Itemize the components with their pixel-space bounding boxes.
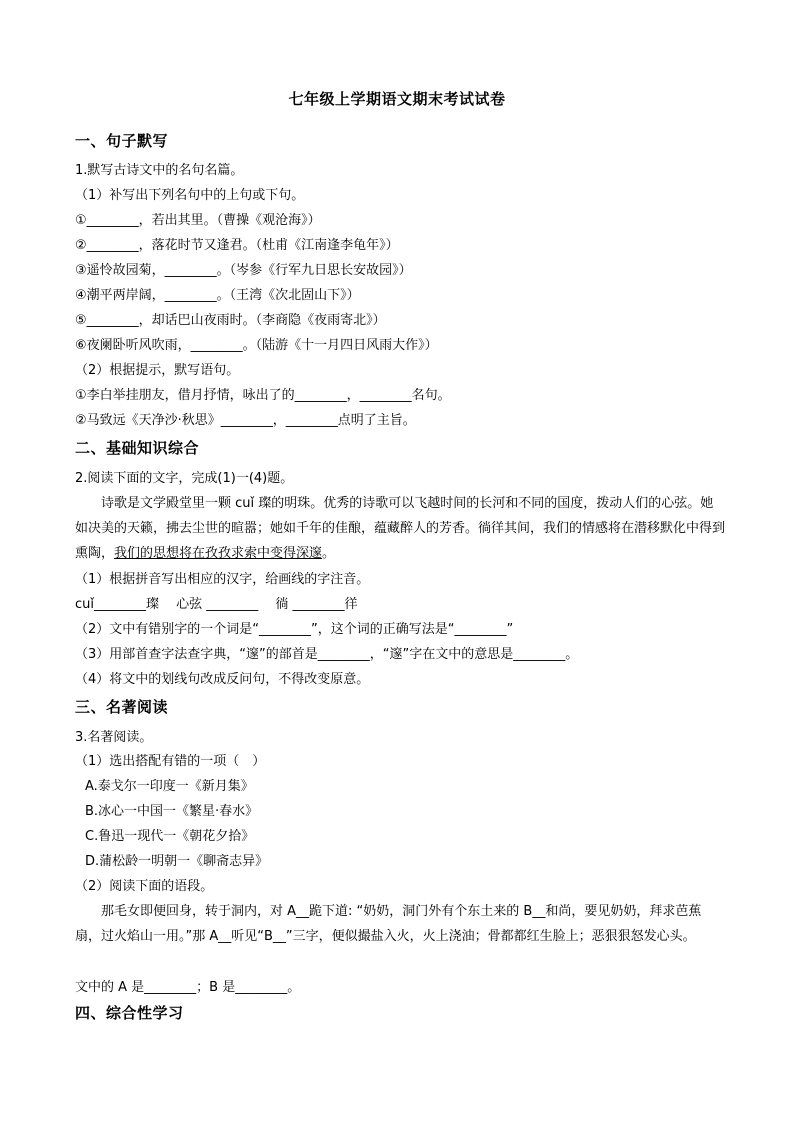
passage-end: 。 (322, 546, 336, 561)
question-part: （2）根据提示，默写语句。 (75, 363, 240, 378)
reading-passage: 那毛女即便回身，转于洞内，对 A__跪下道: “奶奶，洞门外有个东土来的 B__和尚，要见奶奶，拜求芭蕉扇，过火焰山一用。”那 A__听见“B__”三字，便似撮盐入火，火上浇油；骨都都红生脸上；恶狠狠怒发心头。 (75, 904, 702, 944)
choice-option-c: C.鲁迅一现代一《朝花夕拾》 (85, 829, 255, 844)
question-stem: 3.名著阅读。 (75, 730, 153, 745)
question-stem: 1.默写古诗文中的名句名篇。 (75, 163, 244, 178)
question-part: （1）补写出下列名句中的上句或下句。 (75, 188, 305, 203)
choice-option-b: B.冰心一中国一《繁星·春水》 (85, 804, 259, 819)
fill-blank-item: ②马致远《天净沙·秋思》________，________点明了主旨。 (75, 413, 416, 428)
fill-blank-item: ⑤________，却话巴山夜雨时。（李商隐《夜雨寄北》） (75, 313, 386, 328)
fill-blank-item: ⑥夜阑卧听风吹雨，________。（陆游《十一月四日风雨大作》） (75, 338, 438, 353)
reading-passage (75, 491, 725, 566)
fill-blank-item: 文中的 A 是________；B 是________。 (75, 980, 301, 995)
fill-blank-item: ②________，落花时节又逢君。（杜甫《江南逢李龟年》） (75, 238, 399, 253)
question-part: （2）阅读下面的语段。 (75, 879, 214, 894)
section-heading: 二、基础知识综合 (75, 439, 200, 457)
fill-blank-item: ①________，若出其里。（曹操《观沧海》） (75, 213, 321, 228)
question-part: （4）将文中的划线句改成反问句，不得改变原意。 (75, 672, 370, 687)
section-heading: 一、句子默写 (75, 132, 169, 150)
question-part: （3）用部首查字法查字典，“邃”的部首是________，“邃”字在文中的意思是________。 (75, 647, 579, 662)
fill-blank-item: ④潮平两岸阔，________。（王湾《次北固山下》） (75, 288, 360, 303)
choice-option-a: A.泰戈尔一印度一《新月集》 (85, 779, 254, 794)
question-part: （2）文中有错别字的一个词是“________”，这个词的正确写法是“________” (75, 622, 514, 637)
fill-blank-item: ③遥怜故园菊，________。（岑参《行军九日思长安故园》） (75, 263, 412, 278)
choice-option-d: D.蒲松龄一明朝一《聊斋志异》 (85, 854, 269, 869)
fill-blank-item: cuǐ________璨 心弦 ________ 徜 ________徉 (75, 597, 358, 612)
section-heading: 三、名著阅读 (75, 698, 169, 716)
passage-text: 诗歌是文学殿堂里一颗 cuǐ 璨的明珠。优秀的诗歌可以飞越时间的长河和不同的国度，拨动人们的心弦。她如决美的天籁，拂去尘世的暄嚣；她如千年的佳酿，蕴藏醉人的芳香。徜徉其间，我们的情感将在潜移默化中得到熏陶， (75, 496, 726, 561)
question-part: （1）选出搭配有错的一项（ ） (75, 754, 266, 769)
question-part: （1）根据拼音写出相应的汉字，给画线的字注音。 (75, 572, 370, 587)
question-stem: 2.阅读下面的文字，完成(1)一(4)题。 (75, 471, 294, 486)
fill-blank-item: ①李白举挂朋友，借月抒情，咏出了的________，________名句。 (75, 388, 451, 403)
underlined-sentence: 我们的思想将在孜孜求索中变得深邃 (114, 546, 323, 561)
page-title: 七年级上学期语文期末考试试卷 (288, 90, 506, 108)
section-heading: 四、综合性学习 (75, 1004, 184, 1022)
